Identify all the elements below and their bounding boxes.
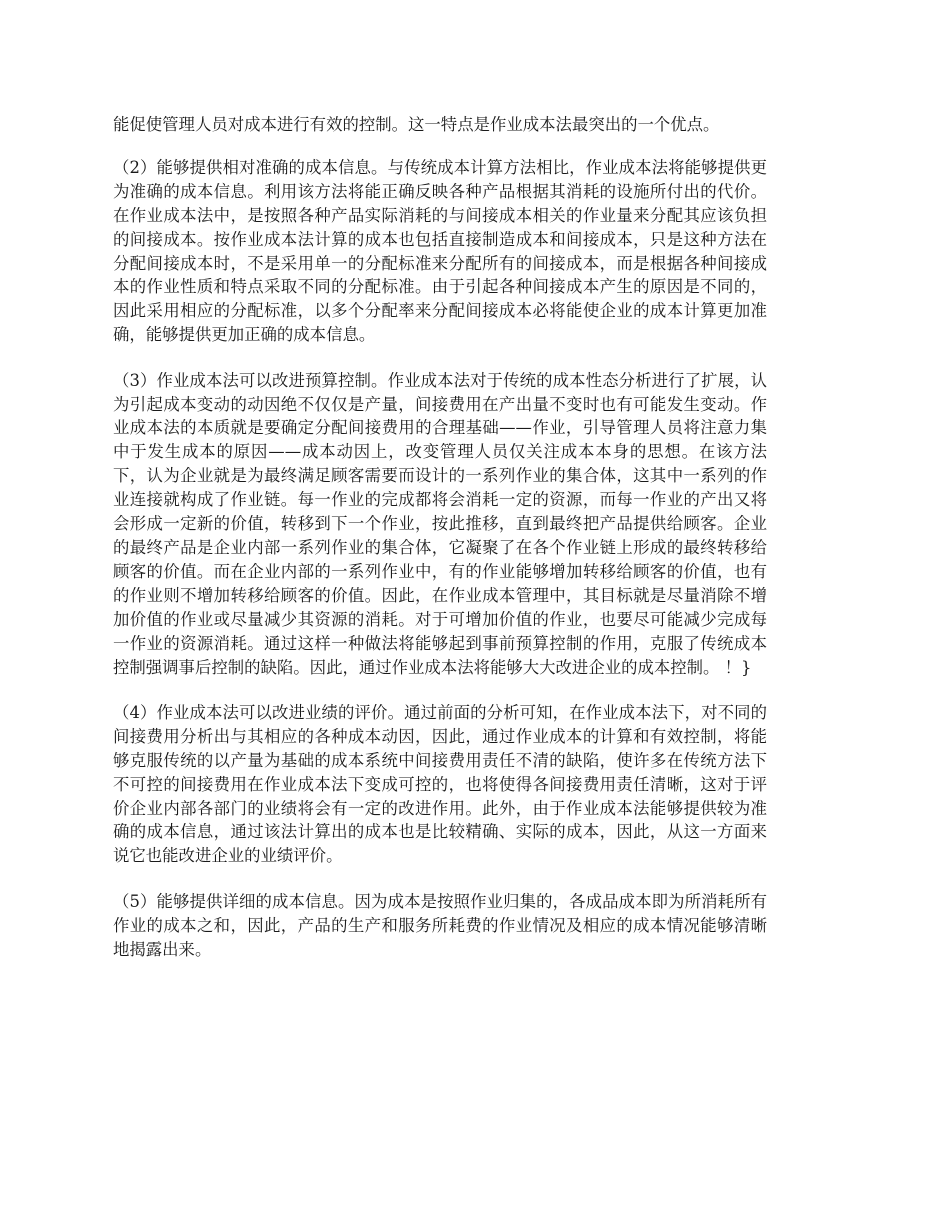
paragraph-point-3: （3）作业成本法可以改进预算控制。作业成本法对于传统的成本性态分析进行了扩展，认为引起成本变动的动因绝不仅仅是产量，间接费用在产出量不变时也有可能发生变动。作业成本法的本质就是要确定分配间接费用的合理基础——作业，引导管理人员将注意力集中于发生成本的原因——成本动因上，改变管理人员仅关注成本本身的思想。在该方法下，认为企业就是为最终满足顾客需要而设计的一系列作业的集合体，这其中一系列的作业连接就构成了作业链。每一作业的完成都将会消耗一定的资源，而每一作业的产出又将会形成一定新的价值，转移到下一个作业，按此推移，直到最终把产品提供给顾客。企业的最终产品是企业内部一系列作业的集合体，它凝聚了在各个作业链上形成的最终转移给顾客的价值。而在企业内部的一系列作业中，有的作业能够增加转移给顾客的价值，也有的作业则不增加转移给顾客的价值。因此，在作业成本管理中，其目标就是尽量消除不增加价值的作业或尽量减少其资源的消耗。对于可增加价值的作业，也要尽可能减少完成每一作业的资源消耗。通过这样一种做法将能够起到事前预算控制的作用，克服了传统成本控制强调事后控制的缺陷。因此，通过作业成本法将能够大大改进企业的成本控制。 ！} [113,370,767,677]
paragraph-point-4: （4）作业成本法可以改进业绩的评价。通过前面的分析可知，在作业成本法下，对不同的间接费用分析出与其相应的各种成本动因，因此，通过作业成本的计算和有效控制，将能够克服传统的以产量为基础的成本系统中间接费用责任不清的缺陷，使许多在传统方法下不可控的间接费用在作业成本法下变成可控的，也将使得各间接费用责任清晰，这对于评价企业内部各部门的业绩将会有一定的改进作用。此外，由于作业成本法能够提供较为准确的成本信息，通过该法计算出的成本也是比较精确、实际的成本，因此，从这一方面来说它也能改进企业的业绩评价。 [113,702,767,866]
paragraph-point-5: （5）能够提供详细的成本信息。因为成本是按照作业归集的，各成品成本即为所消耗所有作业的成本之和，因此，产品的生产和服务所耗费的作业情况及相应的成本情况能够清晰地揭露出来。 [113,891,767,959]
document-page [113,113,767,983]
paragraph-point-2: （2）能够提供相对准确的成本信息。与传统成本计算方法相比，作业成本法将能够提供更为准确的成本信息。利用该方法将能正确反映各种产品根据其消耗的设施所付出的代价。在作业成本法中，是按照各种产品实际消耗的与间接成本相关的作业量来分配其应该负担的间接成本。按作业成本法计算的成本也包括直接制造成本和间接成本，只是这种方法在分配间接成本时，不是采用单一的分配标准来分配所有的间接成本，而是根据各种间接成本的作业性质和特点采取不同的分配标准。由于引起各种间接成本产生的原因是不同的，因此采用相应的分配标准，以多个分配率来分配间接成本必将能使企业的成本计算更加准确，能够提供更加正确的成本信息。 [113,157,767,345]
paragraph-intro: 能促使管理人员对成本进行有效的控制。这一特点是作业成本法最突出的一个优点。 [113,115,720,134]
